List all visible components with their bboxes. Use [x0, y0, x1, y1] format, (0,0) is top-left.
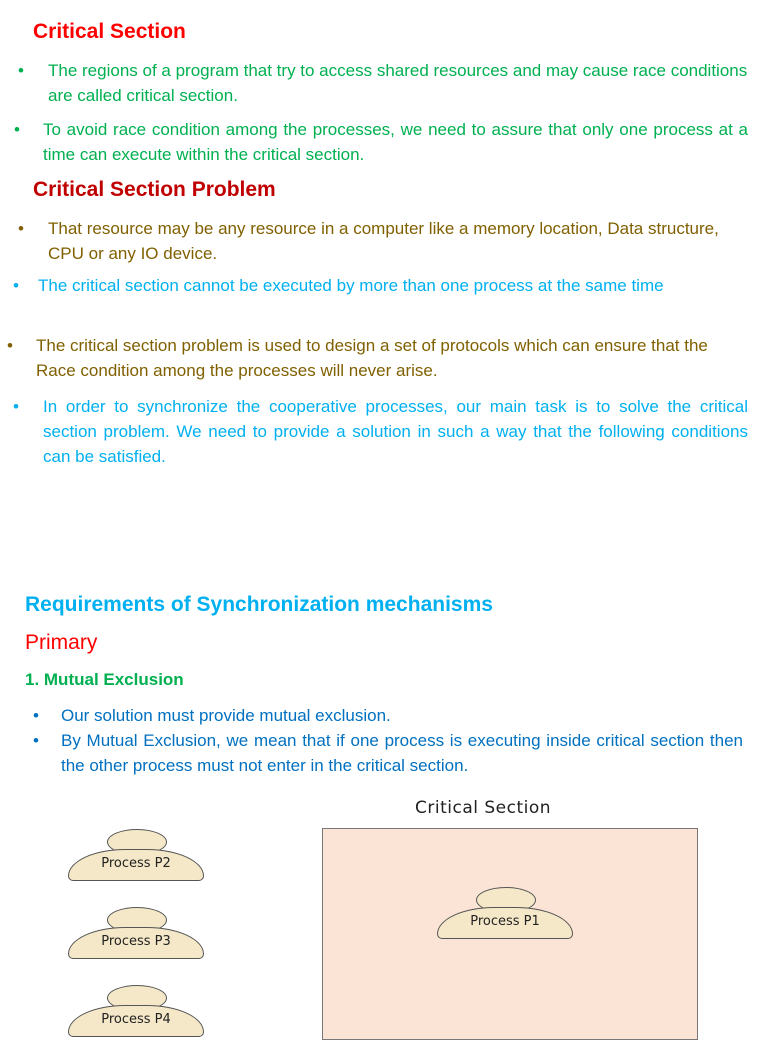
list-item: [13, 273, 731, 298]
subheading-primary: Primary: [25, 631, 98, 654]
process-figure: [68, 907, 204, 967]
bullet-icon: •: [18, 219, 24, 238]
section-heading-critical-section: Critical Section: [33, 20, 186, 43]
list-item: [33, 703, 743, 728]
bullet-icon: •: [33, 731, 39, 750]
bullet-icon: •: [13, 397, 19, 416]
bullet-text: In order to synchronize the cooperative processes, our main task is to solve the critical section problem. We need to provide a solution in such a way that the following conditions can be satisfied.: [43, 397, 748, 466]
process-label: Process P2: [101, 856, 171, 871]
item-title-mutual-exclusion: 1. Mutual Exclusion: [25, 670, 184, 689]
list-item: [33, 728, 743, 778]
process-figure: [68, 985, 204, 1045]
process-label: Process P3: [101, 934, 171, 949]
list-item: [18, 216, 748, 266]
bullet-text: The critical section problem is used to design a set of protocols which can ensure that the Race condition among the processes will never arise.: [36, 336, 708, 380]
critical-section-box: [322, 828, 698, 1040]
list-item: [7, 333, 747, 383]
bullet-text: By Mutual Exclusion, we mean that if one process is executing inside critical section then the other process must not enter in the critical section.: [61, 731, 743, 775]
bullet-text: The critical section cannot be executed by more than one process at the same time: [38, 276, 664, 295]
diagram-title: Critical Section: [415, 798, 552, 818]
list-item: [14, 117, 748, 167]
bullet-icon: •: [33, 706, 39, 725]
bullet-icon: •: [13, 276, 19, 295]
bullet-text: To avoid race condition among the processes, we need to assure that only one process at a time can execute within the critical section.: [43, 120, 748, 164]
bullet-icon: •: [7, 336, 13, 355]
process-label: Process P1: [470, 914, 540, 929]
bullet-icon: •: [14, 120, 20, 139]
bullet-text: That resource may be any resource in a computer like a memory location, Data structure, CPU or any IO device.: [48, 219, 719, 263]
bullet-text: The regions of a program that try to access shared resources and may cause race conditions are called critical section.: [48, 61, 748, 105]
section-heading-critical-section-problem: Critical Section Problem: [33, 178, 276, 201]
process-figure: [437, 887, 573, 947]
list-item: [18, 58, 748, 108]
process-label: Process P4: [101, 1012, 171, 1027]
bullet-icon: •: [18, 61, 24, 80]
list-item: [13, 394, 748, 469]
section-heading-requirements: Requirements of Synchronization mechanisms: [25, 593, 493, 616]
process-figure: [68, 829, 204, 889]
bullet-text: Our solution must provide mutual exclusion.: [61, 706, 391, 725]
